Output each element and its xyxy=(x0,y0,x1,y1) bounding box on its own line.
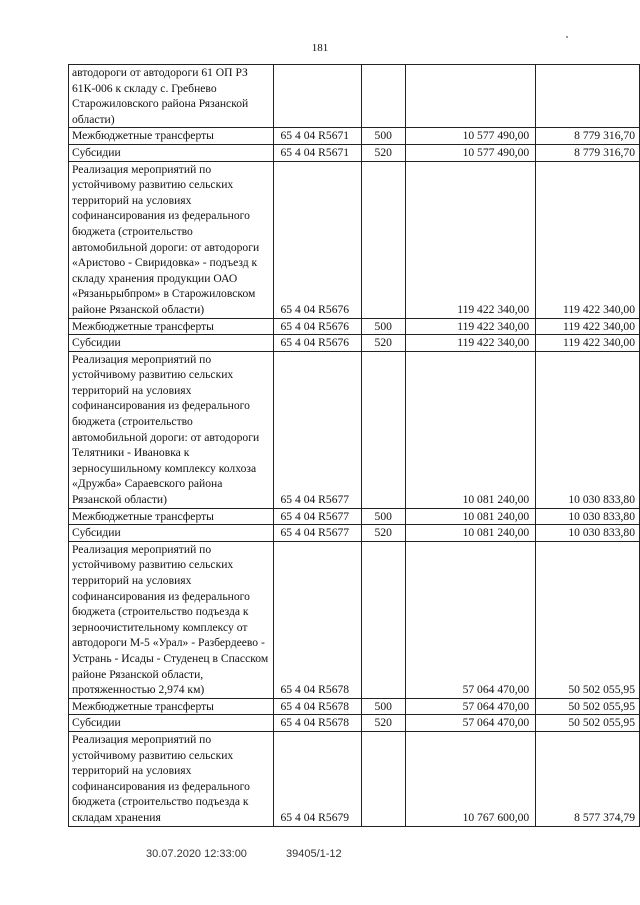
table-row xyxy=(69,161,640,318)
footer-timestamp: 30.07.2020 12:33:00 xyxy=(146,848,247,860)
row-expense-type: 500 xyxy=(361,508,405,525)
table-row xyxy=(69,508,640,525)
table-row xyxy=(69,525,640,542)
scan-speck xyxy=(566,36,568,38)
row-amount-1: 119 422 340,00 xyxy=(405,161,535,318)
row-name: Субсидии xyxy=(69,144,274,161)
row-amount-1: 57 064 470,00 xyxy=(405,698,535,715)
row-name: автодороги от автодороги 61 ОП РЗ 61К-006 к складу с. Гребнево Старожиловского района Рязанской области) xyxy=(69,65,274,128)
table-row xyxy=(69,128,640,145)
row-amount-1: 57 064 470,00 xyxy=(405,715,535,732)
row-name: Межбюджетные трансферты xyxy=(69,508,274,525)
row-expense-type: 500 xyxy=(361,318,405,335)
row-amount-1: 10 081 240,00 xyxy=(405,525,535,542)
row-amount-1: 119 422 340,00 xyxy=(405,335,535,352)
footer-doc-id: 39405/1-12 xyxy=(286,848,342,860)
row-code: 65 4 04 R5677 xyxy=(273,525,361,542)
row-amount-1: 10 577 490,00 xyxy=(405,128,535,145)
row-expense-type: 500 xyxy=(361,128,405,145)
row-name: Межбюджетные трансферты xyxy=(69,318,274,335)
footer xyxy=(146,848,378,860)
row-expense-type xyxy=(361,731,405,826)
row-name: Реализация мероприятий по устойчивому развитию сельских территорий на условиях софинансирования из федерального бюджета (строительство подъезда к складам хранения xyxy=(69,731,274,826)
table-row xyxy=(69,65,640,128)
row-amount-1: 119 422 340,00 xyxy=(405,318,535,335)
table-row xyxy=(69,335,640,352)
row-amount-2 xyxy=(536,65,640,128)
row-code: 65 4 04 R5676 xyxy=(273,318,361,335)
row-code: 65 4 04 R5676 xyxy=(273,335,361,352)
row-amount-2: 8 779 316,70 xyxy=(536,144,640,161)
row-amount-1: 10 081 240,00 xyxy=(405,351,535,508)
row-code: 65 4 04 R5678 xyxy=(273,698,361,715)
row-expense-type: 520 xyxy=(361,715,405,732)
row-code xyxy=(273,65,361,128)
row-expense-type: 520 xyxy=(361,144,405,161)
row-expense-type xyxy=(361,541,405,698)
row-name: Реализация мероприятий по устойчивому развитию сельских территорий на условиях софинансирования из федерального бюджета (строительство автомобильной дороги: от автодороги Телятники - Ивановка к зерносушильному комплексу колхоза «Дружба» Сараевского района Рязанской области) xyxy=(69,351,274,508)
row-code: 65 4 04 R5678 xyxy=(273,715,361,732)
row-name: Межбюджетные трансферты xyxy=(69,128,274,145)
table-row xyxy=(69,351,640,508)
row-amount-2: 10 030 833,80 xyxy=(536,351,640,508)
row-code: 65 4 04 R5678 xyxy=(273,541,361,698)
row-amount-2: 50 502 055,95 xyxy=(536,715,640,732)
row-amount-2: 10 030 833,80 xyxy=(536,525,640,542)
row-amount-1: 57 064 470,00 xyxy=(405,541,535,698)
table-row xyxy=(69,715,640,732)
row-amount-2: 50 502 055,95 xyxy=(536,541,640,698)
row-name: Субсидии xyxy=(69,525,274,542)
row-name: Реализация мероприятий по устойчивому развитию сельских территорий на условиях софинансирования из федерального бюджета (строительство автомобильной дороги: от автодороги «Аристово - Свиридовка» - подъезд к складу хранения продукции ОАО «Рязаньрыбпром» в Старожиловском районе Рязанской области) xyxy=(69,161,274,318)
row-name: Субсидии xyxy=(69,715,274,732)
row-amount-1: 10 081 240,00 xyxy=(405,508,535,525)
row-amount-2: 8 779 316,70 xyxy=(536,128,640,145)
page-number: 181 xyxy=(311,42,329,54)
row-name: Субсидии xyxy=(69,335,274,352)
row-amount-2: 8 577 374,79 xyxy=(536,731,640,826)
row-expense-type: 520 xyxy=(361,525,405,542)
row-expense-type: 500 xyxy=(361,698,405,715)
row-amount-2: 119 422 340,00 xyxy=(536,318,640,335)
table-row xyxy=(69,541,640,698)
row-amount-1: 10 767 600,00 xyxy=(405,731,535,826)
row-code: 65 4 04 R5676 xyxy=(273,161,361,318)
row-amount-1 xyxy=(405,65,535,128)
row-code: 65 4 04 R5679 xyxy=(273,731,361,826)
table-row xyxy=(69,144,640,161)
row-amount-2: 119 422 340,00 xyxy=(536,335,640,352)
row-code: 65 4 04 R5677 xyxy=(273,351,361,508)
table-row xyxy=(69,318,640,335)
row-code: 65 4 04 R5671 xyxy=(273,128,361,145)
table-row xyxy=(69,698,640,715)
budget-table xyxy=(68,64,640,827)
row-code: 65 4 04 R5671 xyxy=(273,144,361,161)
row-expense-type xyxy=(361,161,405,318)
row-amount-2: 119 422 340,00 xyxy=(536,161,640,318)
row-name: Межбюджетные трансферты xyxy=(69,698,274,715)
row-expense-type: 520 xyxy=(361,335,405,352)
row-code: 65 4 04 R5677 xyxy=(273,508,361,525)
row-amount-1: 10 577 490,00 xyxy=(405,144,535,161)
row-amount-2: 50 502 055,95 xyxy=(536,698,640,715)
row-name: Реализация мероприятий по устойчивому развитию сельских территорий на условиях софинансирования из федерального бюджета (строительство подъезда к зерноочистительному комплексу от автодороги М-5 «Урал» - Разбердеево - Устрань - Исады - Студенец в Спасском районе Рязанской области, протяженностью 2,974 км) xyxy=(69,541,274,698)
table-row xyxy=(69,731,640,826)
row-amount-2: 10 030 833,80 xyxy=(536,508,640,525)
row-expense-type xyxy=(361,65,405,128)
row-expense-type xyxy=(361,351,405,508)
